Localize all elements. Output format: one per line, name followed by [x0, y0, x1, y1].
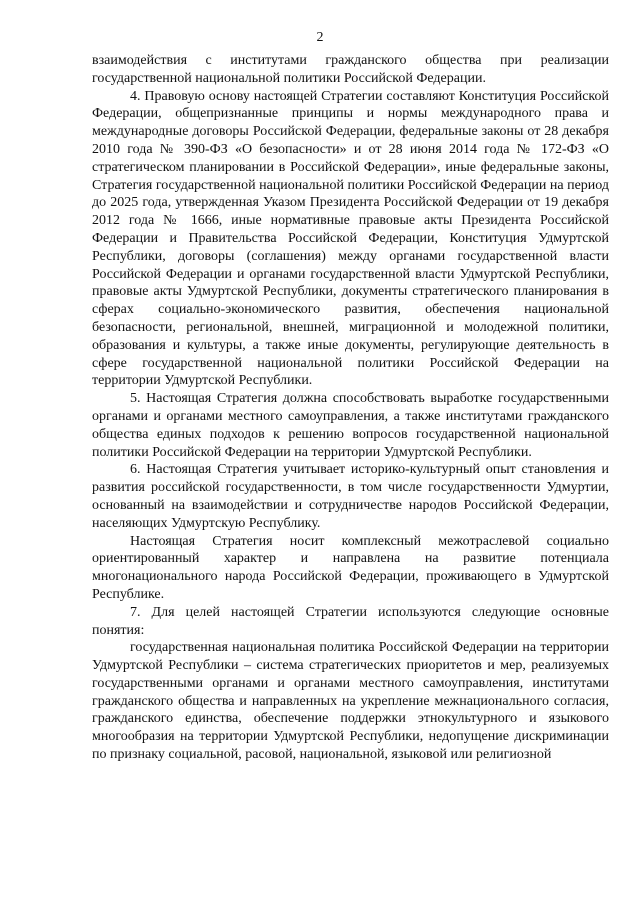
paragraph: государственная национальная политика Российской Федерации на территории Удмуртской Республики – система стратегических приоритетов и мер, реализуемых государственными органами и органами местного самоуправления, институтами гражданского общества и направленных на укрепление межнационального согласия, гражданского единства, обеспечение поддержки этнокультурного и языкового многообразия на территории Удмуртской Республики, недопущение дискриминации по признаку социальной, расовой, национальной, языковой или религиозной [92, 640, 609, 763]
paragraph: взаимодействия с институтами гражданского общества при реализации государственной национальной политики Российской Федерации. [92, 53, 609, 86]
document-body [92, 52, 609, 764]
paragraph: Настоящая Стратегия носит комплексный межотраслевой социально ориентированный характер и направлена на развитие потенциала многонационального народа Российской Федерации, проживающего в Удмуртской Республике. [92, 533, 609, 602]
paragraph: 7. Для целей настоящей Стратегии используются следующие основные понятия: [92, 604, 609, 638]
paragraph: 6. Настоящая Стратегия учитывает историко-культурный опыт становления и развития российской государственности, в том числе государственности Удмуртии, основанный на взаимодействии и сотрудничестве народов Российской Федерации, населяющих Удмуртскую Республику. [92, 462, 609, 531]
paragraph: 5. Настоящая Стратегия должна способствовать выработке государственными органами и органами местного самоуправления, а также институтами гражданского общества единых подходов к решению вопросов государственной национальной политики Российской Федерации на территории Удмуртской Республики. [92, 391, 609, 460]
paragraph: 4. Правовую основу настоящей Стратегии составляют Конституция Российской Федерации, общепризнанные принципы и нормы международного права и международные договоры Российской Федерации, федеральные законы от 28 декабря 2010 года № 390-ФЗ «О безопасности» и от 28 июня 2014 года № 172-ФЗ «О стратегическом планировании в Российской Федерации», иные федеральные законы, Стратегия государственной национальной политики Российской Федерации на период до 2025 года, утвержденная Указом Президента Российской Федерации от 19 декабря 2012 года № 1666, иные нормативные правовые акты Президента Российской Федерации и Правительства Российской Федерации, Конституция Удмуртской Республики, договоры (соглашения) между органами государственной власти Российской Федерации и органами государственной власти Удмуртской Республики, правовые акты Удмуртской Республики, документы стратегического планирования в сферах социально-экономического развития, обеспечения национальной безопасности, региональной, внешней, миграционной и молодежной политики, образования и культуры, а также иные документы, регулирующие деятельность в сфере государственной национальной политики Российской Федерации на территории Удмуртской Республики. [92, 88, 609, 389]
page-number: 2 [316, 30, 324, 45]
